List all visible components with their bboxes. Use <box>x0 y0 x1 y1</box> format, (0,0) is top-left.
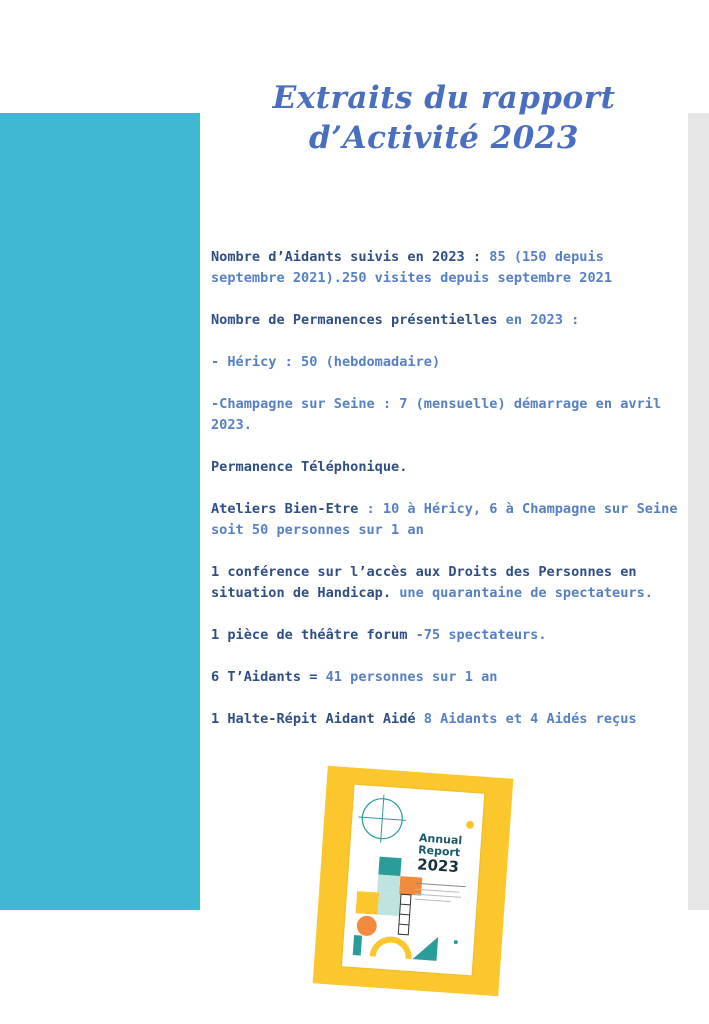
permanences-heading: Nombre de Permanences présentielles en 2023 : <box>211 312 580 328</box>
annual-report-illustration <box>313 766 514 996</box>
activity-report-content <box>211 247 681 751</box>
champagne-stat: -Champagne sur Seine : 7 (mensuelle) démarrage en avril 2023. <box>211 396 662 433</box>
page-title <box>200 78 688 158</box>
left-accent-panel <box>0 113 200 910</box>
halte-repit-stat: 1 Halte-Répit Aidant Aidé 8 Aidants et 4 Aidés reçus <box>211 711 637 727</box>
right-accent-panel <box>688 113 709 910</box>
conference-stat: 1 conférence sur l’accès aux Droits des Personnes en situation de Handicap. une quarantaine de spectateurs. <box>211 564 653 601</box>
hericy-stat: - Héricy : 50 (hebdomadaire) <box>211 354 441 370</box>
theatre-stat: 1 pièce de théâtre forum -75 spectateurs. <box>211 627 547 643</box>
title-line-1: Extraits du rapport <box>272 80 616 116</box>
title-line-2: d’Activité 2023 <box>309 120 579 156</box>
aidants-stat: Nombre d’Aidants suivis en 2023 : 85 (150 depuis septembre 2021).250 visites depuis septembre 2021 <box>211 249 613 286</box>
ateliers-stat: Ateliers Bien-Etre : 10 à Héricy, 6 à Champagne sur Seine soit 50 personnes sur 1 an <box>211 501 678 538</box>
report-cover-text: Annual Report 2023 <box>416 831 463 877</box>
taidants-stat: 6 T’Aidants = 41 personnes sur 1 an <box>211 669 498 685</box>
report-cover-graphic <box>342 785 484 976</box>
phone-permanence: Permanence Téléphonique. <box>211 459 408 475</box>
report-cover <box>342 785 484 976</box>
